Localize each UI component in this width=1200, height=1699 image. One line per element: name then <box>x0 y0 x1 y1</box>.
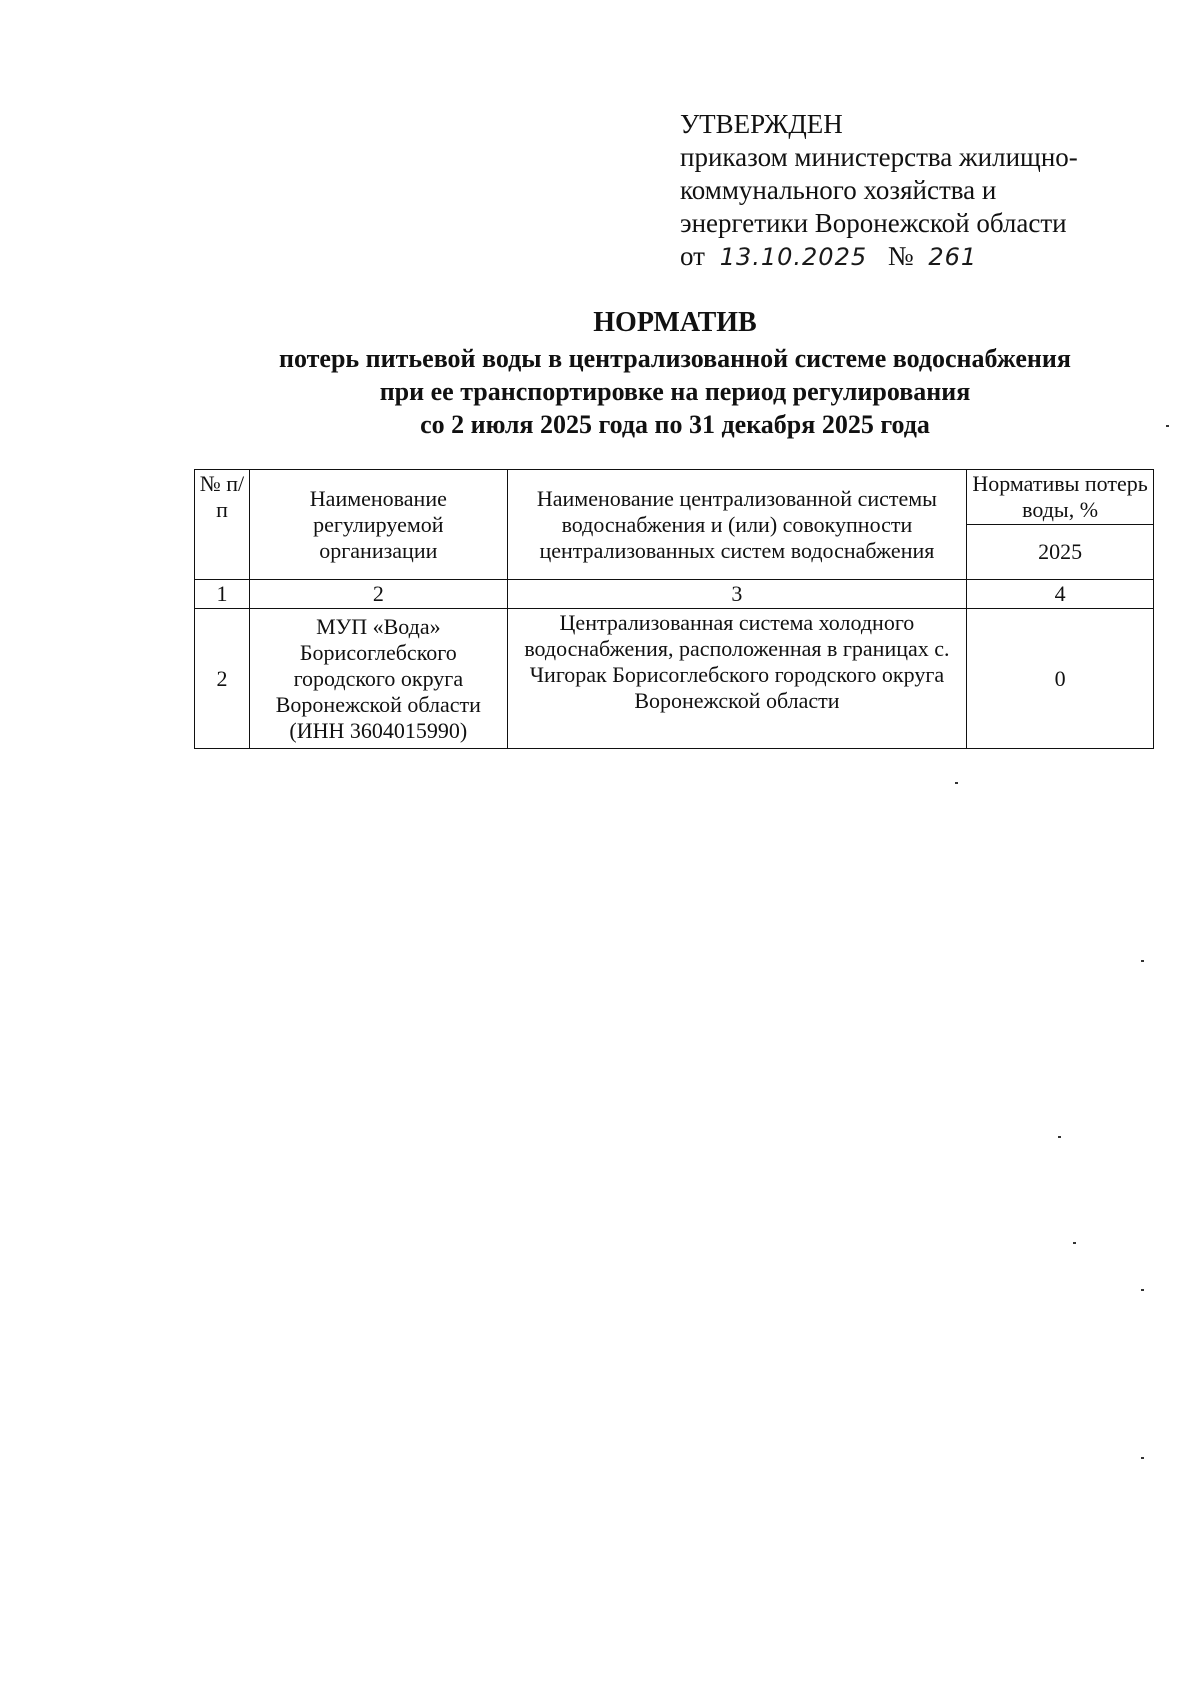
approval-heading: УТВЕРЖДЕН <box>680 109 843 139</box>
row-organization: МУП «Вода» Борисоглебского городского округа Воронежской области (ИНН 3604015990) <box>249 609 507 749</box>
header-norm: Нормативы потерь воды, % <box>967 470 1154 525</box>
column-number-row <box>195 580 1154 609</box>
table-header-row <box>195 470 1154 525</box>
header-number: № п/п <box>195 470 250 580</box>
header-system: Наименование централизованной системы водоснабжения и (или) совокупности централизованных систем водоснабжения <box>507 470 966 580</box>
column-number-1: 1 <box>195 580 250 609</box>
handwritten-number: 261 <box>928 243 978 271</box>
row-norm-value: 0 <box>967 609 1154 749</box>
document-title: НОРМАТИВ <box>593 307 757 338</box>
column-number-3: 3 <box>507 580 966 609</box>
table-row <box>195 609 1154 749</box>
approval-date-line <box>680 240 1120 274</box>
column-number-2: 2 <box>249 580 507 609</box>
row-number: 2 <box>195 609 250 749</box>
document-title-block <box>190 306 1160 441</box>
scan-speck <box>1141 1457 1144 1459</box>
scan-speck <box>1141 1289 1144 1291</box>
header-year: 2025 <box>967 525 1154 580</box>
title-line-3: со 2 июля 2025 года по 31 декабря 2025 года <box>420 410 930 439</box>
number-prefix: № <box>887 241 914 271</box>
norm-table <box>194 469 1154 749</box>
scan-speck <box>1058 1136 1061 1138</box>
handwritten-date: 13.10.2025 <box>719 243 868 271</box>
scan-speck <box>1073 1242 1076 1244</box>
row-system: Централизованная система холодного водоснабжения, расположенная в границах с. Чигорак Борисоглебского городского округа Воронежской области <box>507 609 966 749</box>
approval-block <box>680 108 1120 274</box>
title-line-2: при ее транспортировке на период регулирования <box>379 377 971 406</box>
column-number-4: 4 <box>967 580 1154 609</box>
approval-line-3: энергетики Воронежской области <box>680 208 1067 238</box>
approval-line-2: коммунального хозяйства и <box>680 175 997 205</box>
title-line-1: потерь питьевой воды в централизованной системе водоснабжения <box>279 344 1071 373</box>
header-organization: Наименование регулируемой организации <box>249 470 507 580</box>
date-prefix: от <box>680 241 705 271</box>
scan-speck <box>955 782 958 784</box>
approval-line-1: приказом министерства жилищно- <box>680 142 1078 172</box>
scan-speck <box>1141 960 1144 962</box>
scan-speck <box>1166 425 1169 427</box>
